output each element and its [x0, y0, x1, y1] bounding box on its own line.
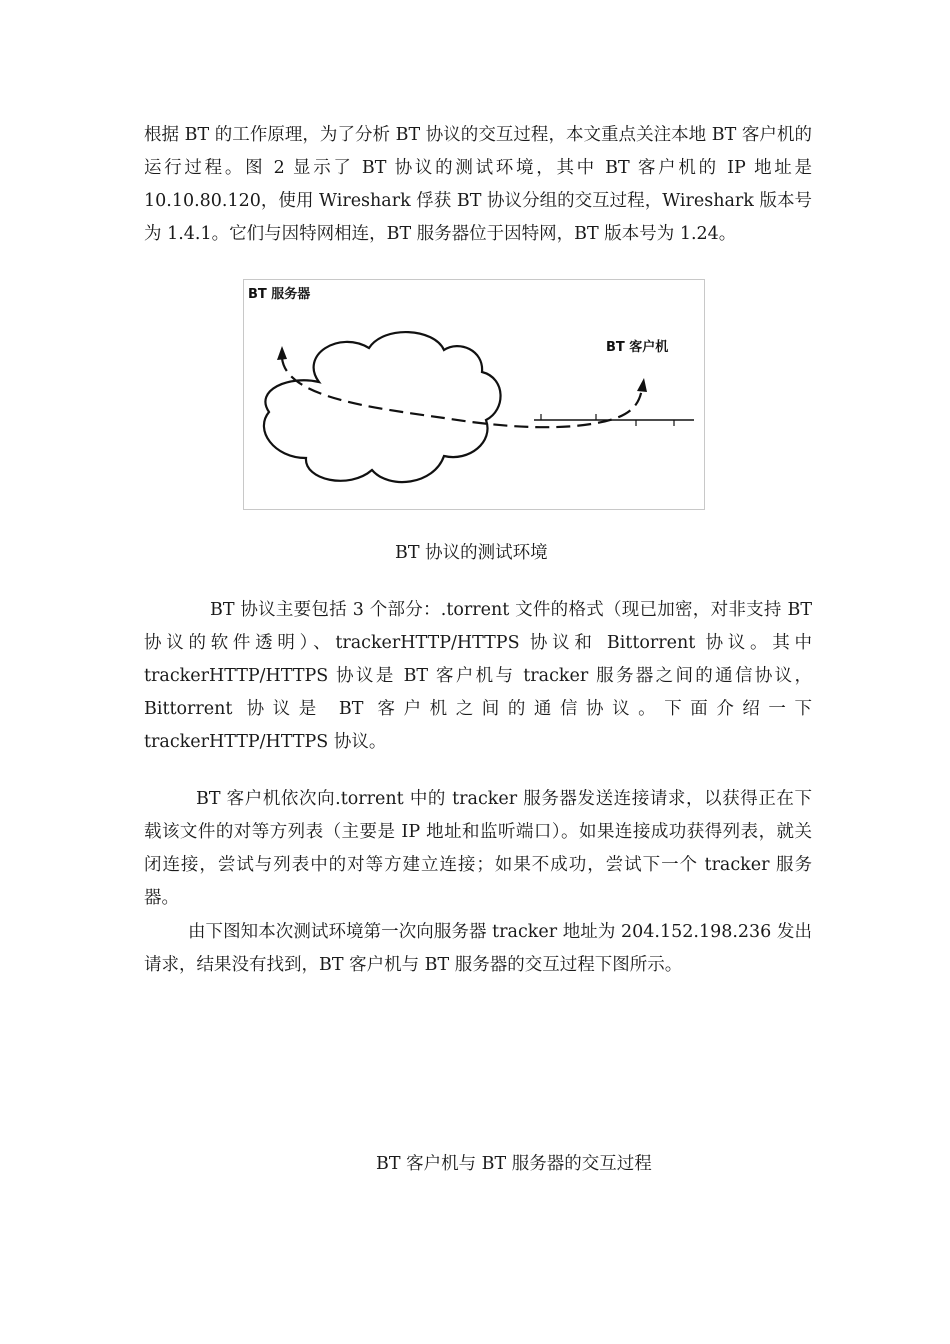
test-environment-figure [243, 279, 705, 510]
network-diagram [244, 280, 706, 511]
test-result-paragraph: 由下图知本次测试环境第一次向服务器 tracker 地址为 204.152.198.236 发出请求，结果没有找到，BT 客户机与 BT 服务器的交互过程下图所示。 [144, 922, 812, 975]
intro-paragraph: 根据 BT 的工作原理，为了分析 BT 协议的交互过程，本文重点关注本地 BT 客户机的运行过程。图 2 显示了 BT 协议的测试环境，其中 BT 客户机的 IP 地址是 10.10.80.120，使用 Wireshark 俘获 BT 协议分组的交互过程，Wireshark 版本号为 1.4.1。它们与因特网相连，BT 服务器位于因特网，BT 版本号为 1.24。 [144, 125, 812, 244]
figure2-caption: BT 客户机与 BT 服务器的交互过程 [376, 1154, 652, 1174]
server-label: BT 服务器 [248, 287, 311, 302]
internet-cloud-icon [264, 332, 501, 482]
protocol-parts-paragraph: BT 协议主要包括 3 个部分：.torrent 文件的格式（现已加密，对非支持 BT 协议的软件透明）、trackerHTTP/HTTPS 协议和 Bittorrent 协议。其中 trackerHTTP/HTTPS 协议是 BT 客户机与 tracker 服务器之间的通信协议，Bittorrent 协议是 BT 客户机之间的通信协议。下面介绍一下 trackerHTTP/HTTPS 协议。 [144, 600, 812, 752]
server-arrow-icon [277, 346, 287, 360]
tracker-request-paragraph: BT 客户机依次向.torrent 中的 tracker 服务器发送连接请求，以获得正在下载该文件的对等方列表（主要是 IP 地址和监听端口）。如果连接成功获得列表，就关闭连接，尝试与列表中的对等方建立连接；如果不成功，尝试下一个 tracker 服务器。 [144, 789, 812, 908]
client-label: BT 客户机 [606, 340, 669, 355]
client-arrow-icon [637, 378, 647, 392]
figure1-caption: BT 协议的测试环境 [395, 543, 548, 563]
